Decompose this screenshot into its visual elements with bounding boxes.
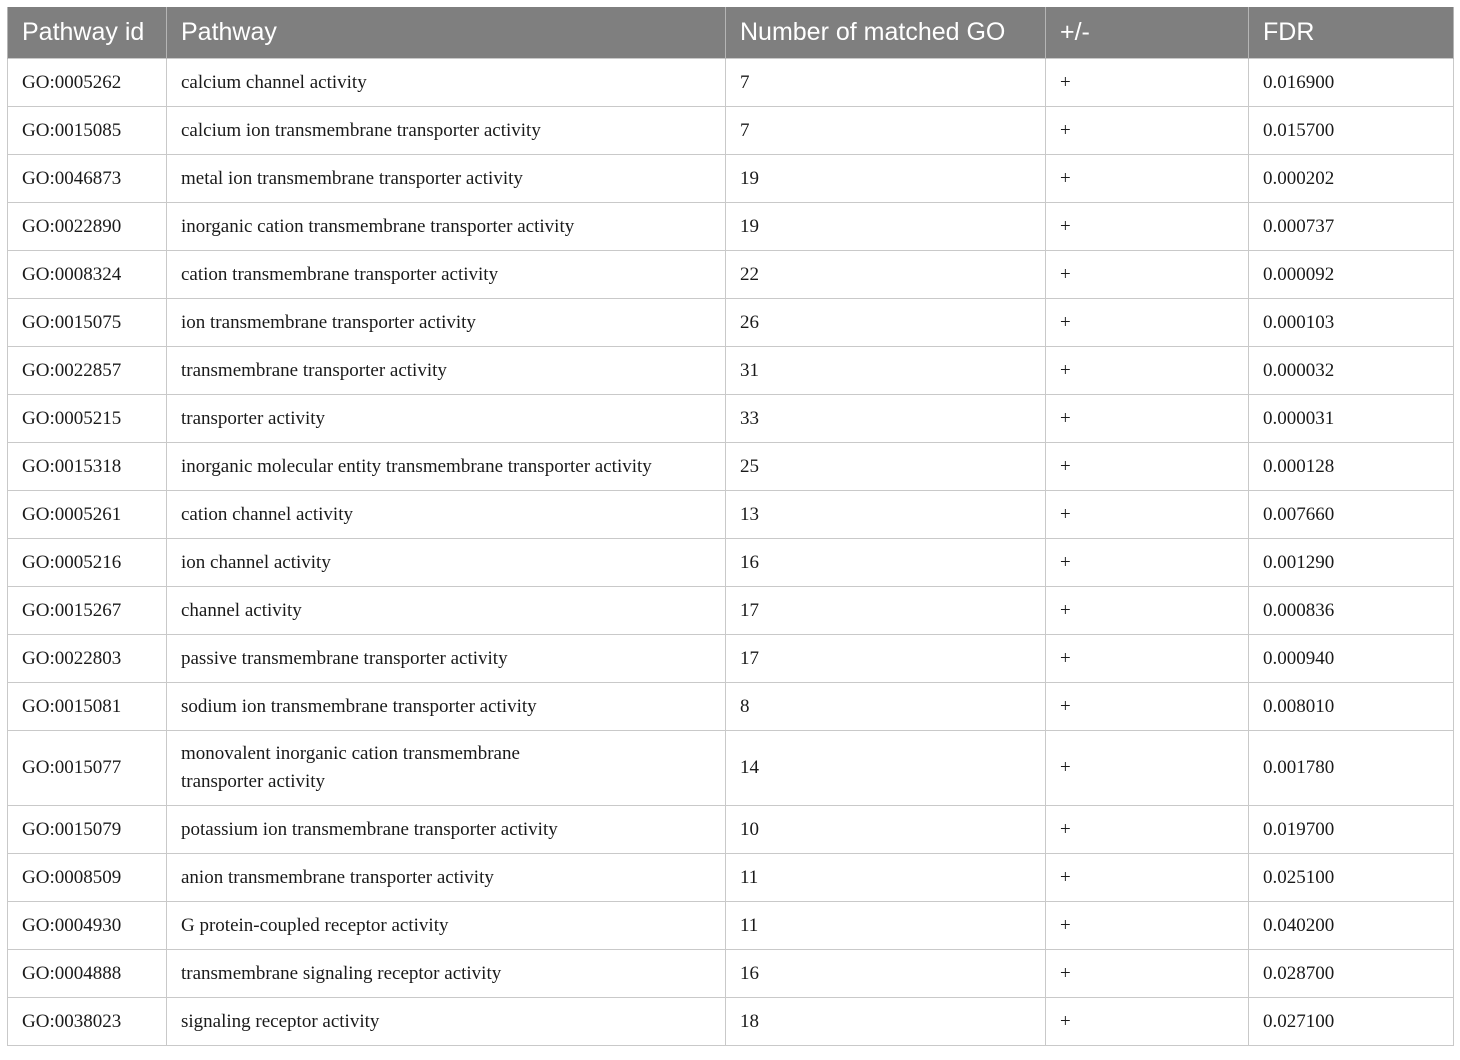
cell-fdr: 0.019700: [1249, 806, 1454, 854]
cell-matched-go: 7: [726, 59, 1046, 107]
cell-fdr: 0.027100: [1249, 998, 1454, 1046]
cell-matched-go: 13: [726, 491, 1046, 539]
cell-sign: +: [1046, 587, 1249, 635]
cell-fdr: 0.000202: [1249, 155, 1454, 203]
cell-sign: +: [1046, 950, 1249, 998]
table-row: [8, 203, 1454, 251]
cell-sign: +: [1046, 806, 1249, 854]
cell-pathway-id: GO:0004930: [8, 902, 167, 950]
cell-sign: +: [1046, 107, 1249, 155]
cell-pathway-id: GO:0022857: [8, 347, 167, 395]
pathway-table: [7, 7, 1454, 1046]
cell-sign: +: [1046, 203, 1249, 251]
cell-pathway: anion transmembrane transporter activity: [167, 854, 726, 902]
cell-sign: +: [1046, 251, 1249, 299]
cell-pathway: ion transmembrane transporter activity: [167, 299, 726, 347]
cell-pathway: inorganic molecular entity transmembrane transporter activity: [167, 443, 726, 491]
cell-pathway: sodium ion transmembrane transporter activity: [167, 683, 726, 731]
cell-sign: +: [1046, 854, 1249, 902]
table-row: [8, 107, 1454, 155]
cell-fdr: 0.008010: [1249, 683, 1454, 731]
cell-matched-go: 19: [726, 203, 1046, 251]
table-row: [8, 539, 1454, 587]
cell-matched-go: 19: [726, 155, 1046, 203]
cell-pathway-id: GO:0015085: [8, 107, 167, 155]
cell-fdr: 0.015700: [1249, 107, 1454, 155]
cell-pathway: potassium ion transmembrane transporter activity: [167, 806, 726, 854]
cell-pathway-id: GO:0015075: [8, 299, 167, 347]
cell-pathway: metal ion transmembrane transporter activity: [167, 155, 726, 203]
cell-matched-go: 17: [726, 635, 1046, 683]
table-header: [8, 7, 1454, 59]
cell-sign: +: [1046, 635, 1249, 683]
cell-pathway: ion channel activity: [167, 539, 726, 587]
cell-pathway: calcium channel activity: [167, 59, 726, 107]
cell-matched-go: 22: [726, 251, 1046, 299]
cell-pathway-id: GO:0005261: [8, 491, 167, 539]
cell-fdr: 0.000032: [1249, 347, 1454, 395]
cell-matched-go: 18: [726, 998, 1046, 1046]
cell-fdr: 0.000940: [1249, 635, 1454, 683]
cell-pathway-id: GO:0005262: [8, 59, 167, 107]
cell-matched-go: 7: [726, 107, 1046, 155]
header-number-matched-go: Number of matched GO: [726, 7, 1046, 59]
cell-fdr: 0.000128: [1249, 443, 1454, 491]
cell-pathway: passive transmembrane transporter activity: [167, 635, 726, 683]
cell-fdr: 0.001780: [1249, 731, 1454, 806]
cell-pathway: transmembrane transporter activity: [167, 347, 726, 395]
table-row: [8, 998, 1454, 1046]
table-row: [8, 443, 1454, 491]
cell-pathway: cation transmembrane transporter activity: [167, 251, 726, 299]
cell-sign: +: [1046, 59, 1249, 107]
cell-fdr: 0.000103: [1249, 299, 1454, 347]
cell-sign: +: [1046, 998, 1249, 1046]
cell-matched-go: 11: [726, 902, 1046, 950]
cell-matched-go: 11: [726, 854, 1046, 902]
cell-pathway-id: GO:0004888: [8, 950, 167, 998]
table-row: [8, 854, 1454, 902]
cell-pathway: calcium ion transmembrane transporter activity: [167, 107, 726, 155]
table-body: [8, 59, 1454, 1046]
table-row: [8, 950, 1454, 998]
header-sign: +/-: [1046, 7, 1249, 59]
cell-sign: +: [1046, 299, 1249, 347]
cell-matched-go: 31: [726, 347, 1046, 395]
cell-sign: +: [1046, 395, 1249, 443]
cell-matched-go: 25: [726, 443, 1046, 491]
cell-pathway-id: GO:0022890: [8, 203, 167, 251]
cell-pathway: G protein-coupled receptor activity: [167, 902, 726, 950]
cell-pathway-id: GO:0038023: [8, 998, 167, 1046]
cell-fdr: 0.000031: [1249, 395, 1454, 443]
cell-sign: +: [1046, 155, 1249, 203]
cell-pathway: transporter activity: [167, 395, 726, 443]
cell-pathway-id: GO:0015081: [8, 683, 167, 731]
cell-pathway-id: GO:0022803: [8, 635, 167, 683]
pathway-table-container: [7, 7, 1453, 1046]
table-row: [8, 395, 1454, 443]
table-row: [8, 902, 1454, 950]
cell-sign: +: [1046, 443, 1249, 491]
cell-matched-go: 17: [726, 587, 1046, 635]
cell-fdr: 0.025100: [1249, 854, 1454, 902]
cell-sign: +: [1046, 731, 1249, 806]
header-row: [8, 7, 1454, 59]
cell-sign: +: [1046, 347, 1249, 395]
cell-pathway: transmembrane signaling receptor activity: [167, 950, 726, 998]
cell-pathway-id: GO:0015077: [8, 731, 167, 806]
cell-fdr: 0.040200: [1249, 902, 1454, 950]
cell-pathway-id: GO:0005215: [8, 395, 167, 443]
cell-sign: +: [1046, 491, 1249, 539]
cell-matched-go: 8: [726, 683, 1046, 731]
cell-pathway-id: GO:0008324: [8, 251, 167, 299]
cell-fdr: 0.007660: [1249, 491, 1454, 539]
cell-matched-go: 33: [726, 395, 1046, 443]
cell-pathway: monovalent inorganic cation transmembrane transporter activity: [167, 731, 726, 806]
table-row: [8, 587, 1454, 635]
cell-pathway-id: GO:0046873: [8, 155, 167, 203]
header-pathway-id: Pathway id: [8, 7, 167, 59]
cell-matched-go: 26: [726, 299, 1046, 347]
cell-pathway: inorganic cation transmembrane transporter activity: [167, 203, 726, 251]
cell-sign: +: [1046, 902, 1249, 950]
cell-pathway-id: GO:0015267: [8, 587, 167, 635]
table-row: [8, 806, 1454, 854]
cell-pathway-id: GO:0005216: [8, 539, 167, 587]
cell-fdr: 0.000092: [1249, 251, 1454, 299]
cell-fdr: 0.000836: [1249, 587, 1454, 635]
cell-fdr: 0.016900: [1249, 59, 1454, 107]
cell-sign: +: [1046, 683, 1249, 731]
cell-pathway-id: GO:0008509: [8, 854, 167, 902]
cell-pathway-id: GO:0015318: [8, 443, 167, 491]
cell-matched-go: 16: [726, 950, 1046, 998]
header-fdr: FDR: [1249, 7, 1454, 59]
table-row: [8, 635, 1454, 683]
table-row: [8, 731, 1454, 806]
cell-matched-go: 14: [726, 731, 1046, 806]
cell-pathway-id: GO:0015079: [8, 806, 167, 854]
table-row: [8, 155, 1454, 203]
cell-fdr: 0.000737: [1249, 203, 1454, 251]
cell-sign: +: [1046, 539, 1249, 587]
table-row: [8, 59, 1454, 107]
table-row: [8, 683, 1454, 731]
table-row: [8, 491, 1454, 539]
cell-pathway: signaling receptor activity: [167, 998, 726, 1046]
header-pathway: Pathway: [167, 7, 726, 59]
cell-fdr: 0.028700: [1249, 950, 1454, 998]
cell-fdr: 0.001290: [1249, 539, 1454, 587]
table-row: [8, 299, 1454, 347]
cell-matched-go: 16: [726, 539, 1046, 587]
cell-pathway: cation channel activity: [167, 491, 726, 539]
cell-pathway: channel activity: [167, 587, 726, 635]
cell-matched-go: 10: [726, 806, 1046, 854]
table-row: [8, 347, 1454, 395]
table-row: [8, 251, 1454, 299]
